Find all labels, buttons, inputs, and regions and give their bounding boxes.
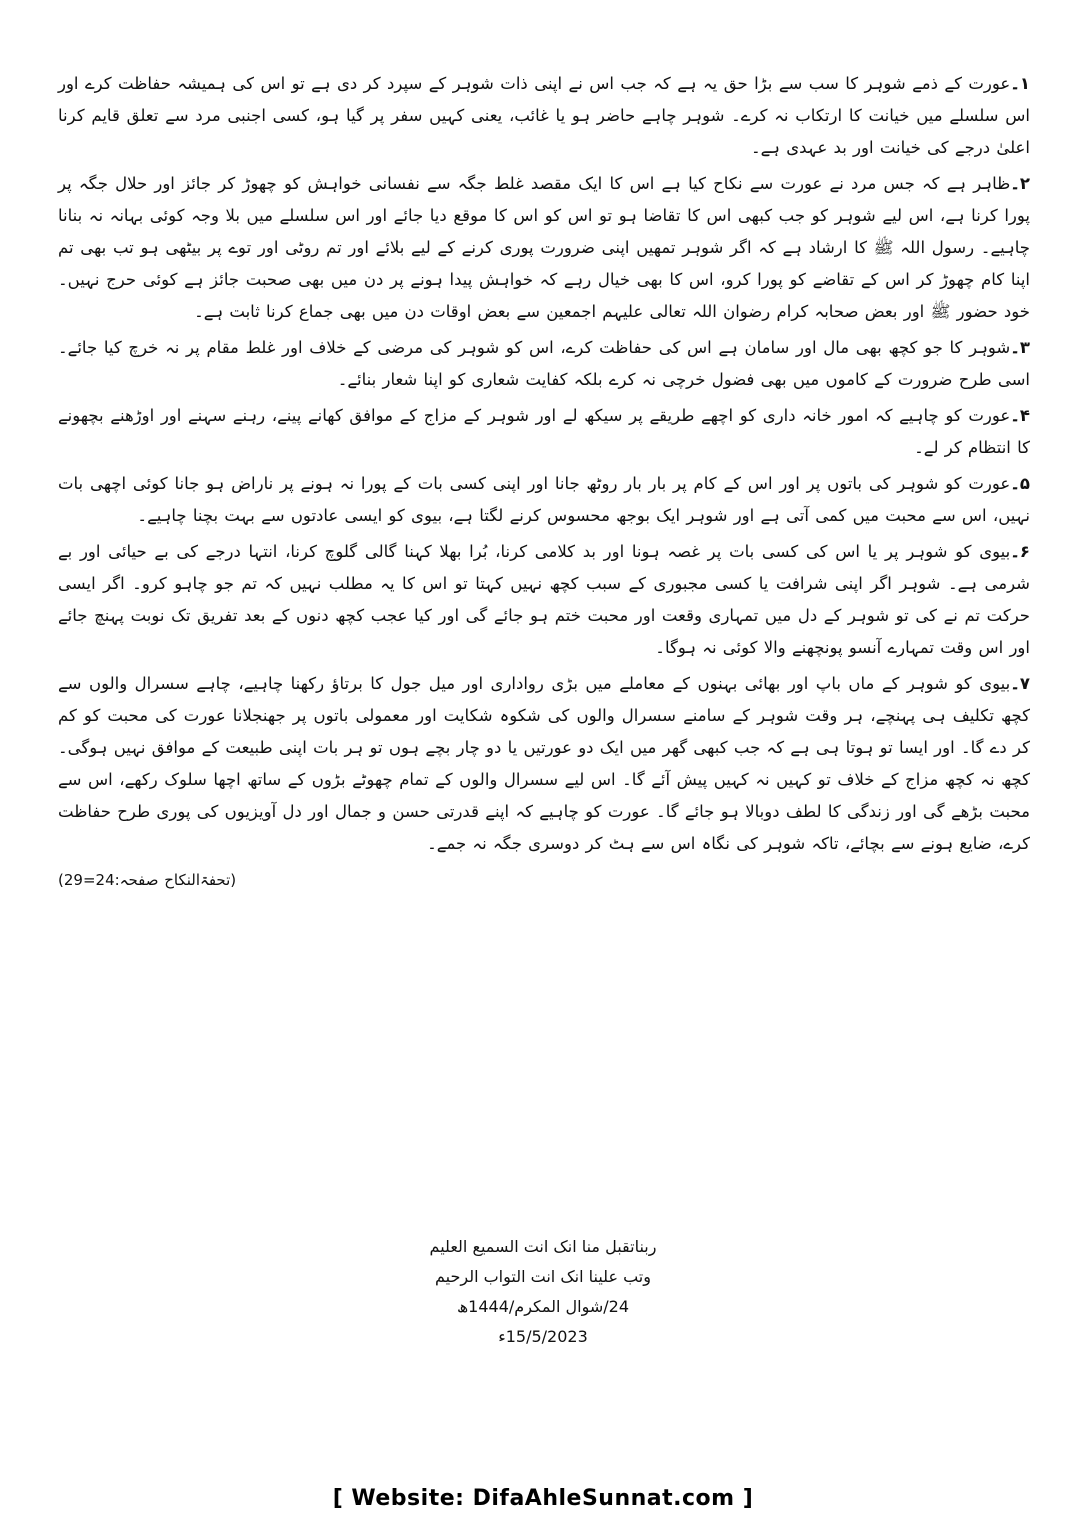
paragraph-5: [58, 468, 1030, 532]
paragraph-number: ۱۔: [1010, 74, 1030, 93]
paragraph-text: بیوی کو شوہر کے ماں باپ اور بھائی بہنوں کے معاملے میں بڑی رواداری اور میل جول کا برتاؤ رکھنا چاہیے، چاہے سسرال والوں سے کچھ تکلیف ہی پہنچے، ہر وقت شوہر کے سامنے سسرال والوں کی شکوہ شکایت اور معمولی باتوں پر جھنجلانا عورت کی محبت کو کم کر دے گا۔ اور ایسا تو ہوتا ہی ہے کہ جب کبھی گھر میں ایک دو عورتیں یا دو چار بچے ہوں تو ہر بات اپنی طبیعت کے موافق نہیں ہوگی۔ کچھ نہ کچھ مزاج کے خلاف تو کہیں نہ کہیں پیش آئے گا۔ اس لیے سسرال والوں کے تمام چھوٹے بڑوں کے ساتھ اچھا سلوک رکھے، اس سے محبت بڑھے گی اور زندگی کا لطف دوبالا ہو جائے گا۔ عورت کو چاہیے کہ اپنے قدرتی حسن و جمال اور دل آویزیوں کی پوری طرح حفاظت کرے، ضایع ہونے سے بچائے، تاکہ شوہر کی نگاہ اس سے ہٹ کر دوسری جگہ نہ جمے۔: [58, 674, 1030, 853]
paragraph-text: عورت کو شوہر کی باتوں پر اور اس کے کام پر بار بار روٹھ جانا اور اپنی کسی بات کے پورا نہ ہونے پر ناراض ہو جانا کوئی اچھی بات نہیں، اس سے محبت میں کمی آتی ہے اور شوہر ایک بوجھ محسوس کرنے لگتا ہے، بیوی کو ایسی عادتوں سے بہت بچنا چاہیے۔: [58, 474, 1030, 525]
closing-prayer: [0, 1232, 1086, 1352]
gregorian-date: 15/5/2023ء: [498, 1327, 588, 1346]
paragraph-2: [58, 168, 1030, 328]
paragraph-6: [58, 536, 1030, 664]
citation: (تحفۃالنکاح صفحہ:24=29): [58, 871, 237, 889]
paragraph-4: [58, 400, 1030, 464]
paragraph-number: ۴۔: [1010, 406, 1030, 425]
paragraph-number: ۶۔: [1010, 542, 1030, 561]
paragraph-text: ظاہر ہے کہ جس مرد نے عورت سے نکاح کیا ہے اس کا ایک مقصد غلط جگہ سے نفسانی خواہش کو چھوڑ کر جائز اور حلال جگہ پر پورا کرنا ہے، اس لیے شوہر کو جب کبھی اس کا تقاضا ہو تو اس کو اس کا موقع دیا جائے اور اس سلسلے میں بلا وجہ کوئی بہانہ نہ بنانا چاہیے۔ رسول اللہ ﷺ کا ارشاد ہے کہ اگر شوہر تمھیں اپنی ضرورت پوری کرنے کے لیے بلائے اور تم روٹی اور توے پر بیٹھی ہو تب بھی تم اپنا کام چھوڑ کر اس کے تقاضے کو پورا کرو، اس کا بھی خیال رہے کہ خواہش پیدا ہونے پر دن میں بھی صحبت جائز ہے کوئی حرج نہیں۔ خود حضور ﷺ اور بعض صحابہ کرام رضوان اللہ تعالی علیہم اجمعین سے بعض اوقات دن میں بھی جماع کرنا ثابت ہے۔: [58, 174, 1030, 321]
paragraph-number: ۷۔: [1010, 674, 1030, 693]
paragraph-text: عورت کو چاہیے کہ امور خانہ داری کو اچھے طریقے پر سیکھ لے اور شوہر کے مزاج کے موافق کھانے پینے، رہنے سہنے اور اوڑھنے بچھونے کا انتظام کر لے۔: [58, 406, 1030, 457]
paragraph-number: ۵۔: [1010, 474, 1030, 493]
paragraph-text: بیوی کو شوہر پر یا اس کی کسی بات پر غصہ ہونا اور بد کلامی کرنا، بُرا بھلا کہنا گالی گلوچ کرنا، انتہا درجے کی بے حیائی اور بے شرمی ہے۔ شوہر اگر اپنی شرافت یا کسی مجبوری کے سبب کچھ نہیں کہتا تو اس کا یہ مطلب نہیں کہ تم جو چاہو کرو۔ اگر ایسی حرکت تم نے کی تو شوہر کے دل میں تمہاری وقعت اور محبت ختم ہو جائے گی اور کیا عجب کچھ دنوں کے بعد تفریق تک نوبت پہنچ جائے اور اس وقت تمہارے آنسو پونچھنے والا کوئی نہ ہوگا۔: [58, 542, 1030, 657]
paragraph-number: ۳۔: [1010, 338, 1030, 357]
prayer-line-2: وتب علینا انک انت التواب الرحیم: [435, 1267, 651, 1286]
paragraph-7: [58, 668, 1030, 860]
paragraph-text: عورت کے ذمے شوہر کا سب سے بڑا حق یہ ہے کہ جب اس نے اپنی ذات شوہر کے سپرد کر دی ہے تو اس کی ہمیشہ حفاظت کرے اور اس سلسلے میں خیانت کا ارتکاب نہ کرے۔ شوہر چاہے حاضر ہو یا غائب، یعنی کہیں سفر پر گیا ہو، کسی اجنبی مرد سے تعلق قایم کرنا اعلیٰ درجے کی خیانت اور بد عہدی ہے۔: [58, 74, 1030, 157]
paragraph-1: [58, 68, 1030, 164]
paragraph-number: ۲۔: [1010, 174, 1030, 193]
paragraph-3: [58, 332, 1030, 396]
website-footer: [ Website: DifaAhleSunnat.com ]: [332, 1486, 754, 1511]
article-body: [58, 68, 1030, 896]
prayer-line-1: ربناتقبل منا انک انت السمیع العلیم: [429, 1237, 657, 1256]
hijri-date: 24/شوال المکرم/1444ھ: [457, 1297, 629, 1316]
paragraph-text: شوہر کا جو کچھ بھی مال اور سامان ہے اس کی حفاظت کرے، اس کو شوہر کی مرضی کے خلاف اور غلط مقام پر نہ خرچ کیا جائے۔ اسی طرح ضرورت کے کاموں میں بھی فضول خرچی نہ کرے بلکہ کفایت شعاری کو اپنا شعار بنائے۔: [58, 338, 1030, 389]
